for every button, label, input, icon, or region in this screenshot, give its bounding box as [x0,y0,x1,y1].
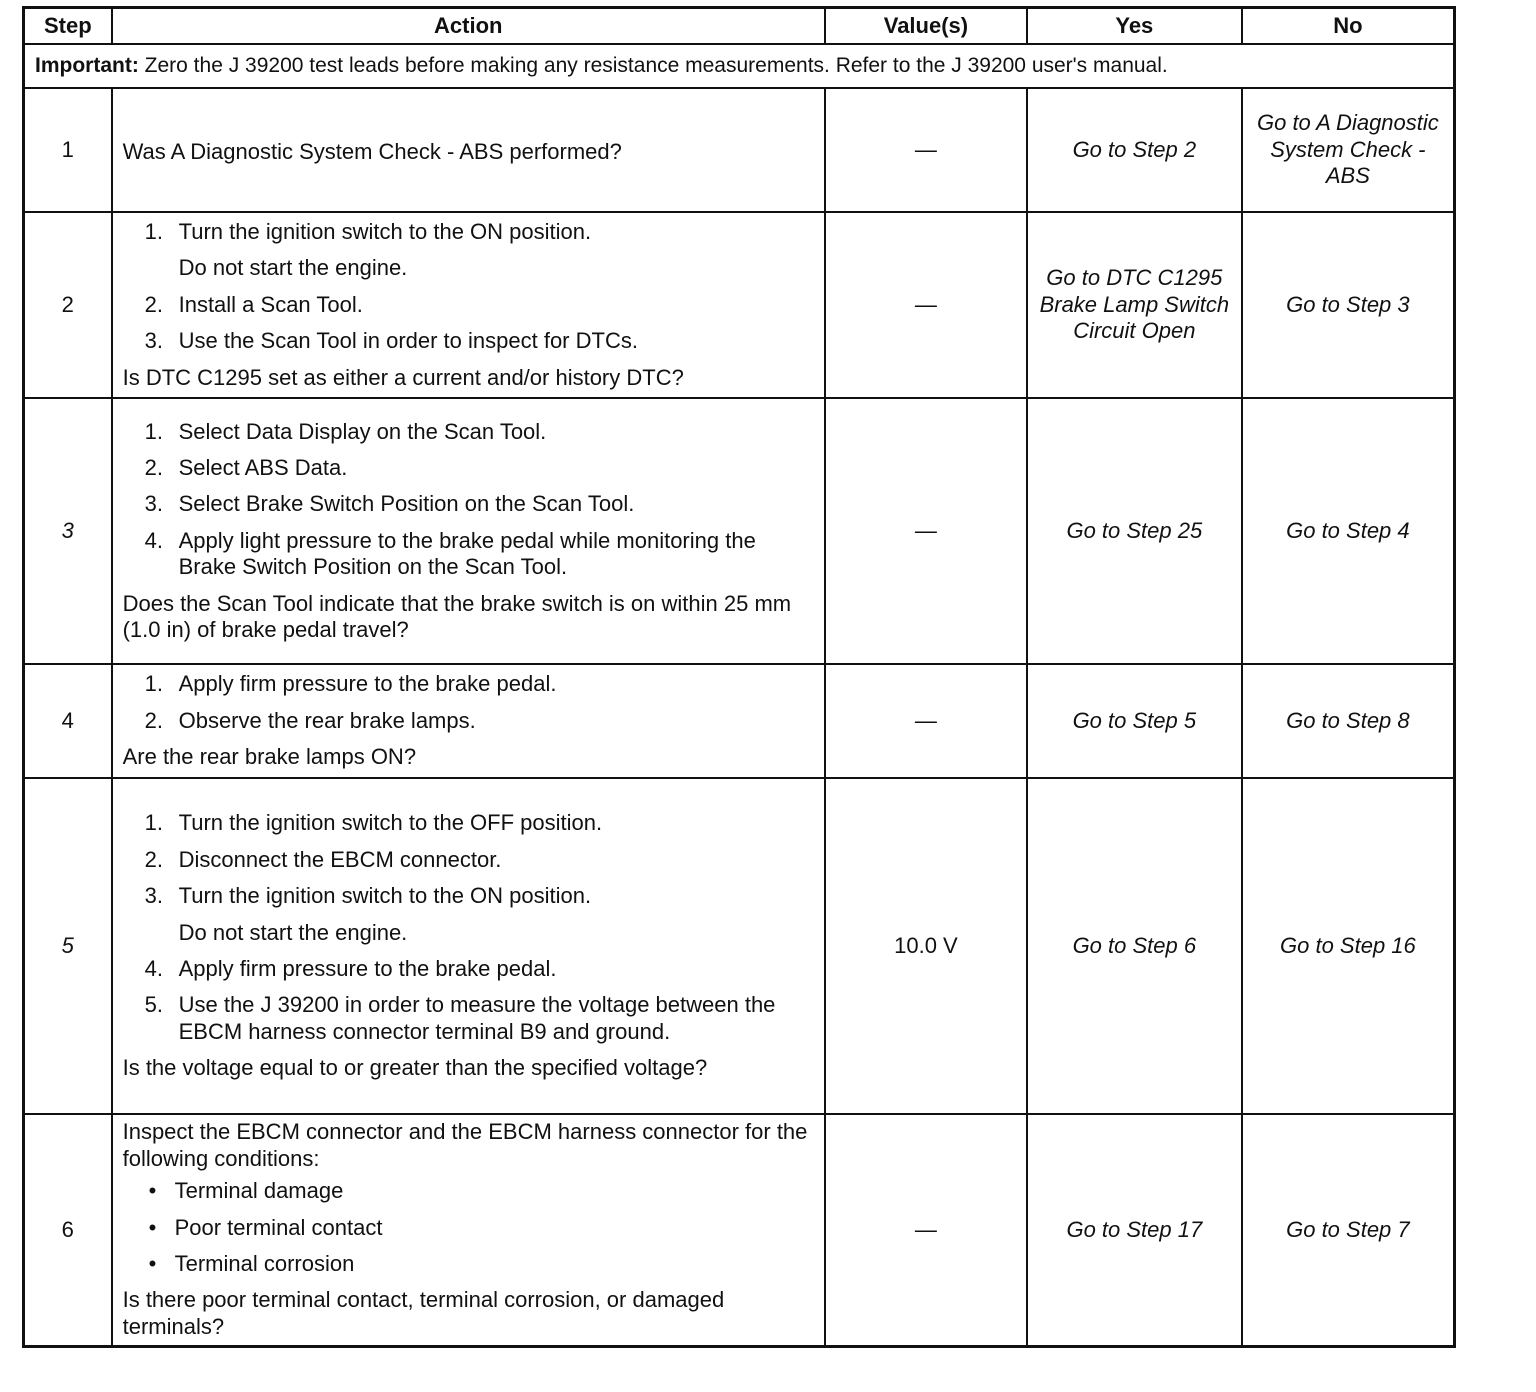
header-action: Action [112,8,825,45]
action-step-item [123,419,814,445]
header-yes: Yes [1027,8,1242,45]
value-cell: — [825,212,1027,398]
step-item-text: Turn the ignition switch to the ON position. [178,219,592,245]
action-step-item [123,292,814,318]
yes-cell: Go to Step 17 [1027,1114,1242,1346]
action-cell [112,1114,825,1346]
step-item-number: 2. [144,455,163,481]
value-cell: — [825,664,1027,778]
action-cell [112,398,825,664]
step-number: 1 [24,88,112,212]
value-cell: 10.0 V [825,778,1027,1114]
no-cell: Go to Step 16 [1242,778,1455,1114]
no-cell: Go to Step 7 [1242,1114,1455,1346]
step-item-number: 5. [144,992,163,1018]
step-item-number: 3. [144,328,163,354]
action-step-item [123,491,814,517]
action-step-item [123,455,814,481]
step-item-number: 2. [144,846,163,872]
step-item-text: Select ABS Data. [178,455,348,481]
step-item-number: 1. [144,219,163,245]
step-item-text: Select Data Display on the Scan Tool. [178,418,547,444]
important-label: Important: [35,54,139,78]
step-item-text: Turn the ignition switch to the OFF position. [178,810,603,836]
action-question: Is there poor terminal contact, terminal corrosion, or damaged terminals? [122,1287,725,1339]
action-step-item [123,528,814,581]
step-item-number: 3. [144,883,163,909]
step-item-text: Apply light pressure to the brake pedal while monitoring the Brake Switch Position on the Scan Tool. [178,527,756,580]
step-item-number: 4. [144,527,163,553]
action-steps [123,219,814,355]
step-number: 4 [24,664,112,778]
step-item-text: Select Brake Switch Position on the Scan Tool. [178,491,635,517]
value-cell: — [825,1114,1027,1346]
important-text: Zero the J 39200 test leads before making any resistance measurements. Refer to the J 39200 user's manual. [138,54,1168,78]
action-intro: Inspect the EBCM connector and the EBCM harness connector for the following conditions: [122,1119,808,1171]
step-item-note: Do not start the engine. [178,255,408,281]
step-number: 5 [24,778,112,1114]
yes-cell: Go to DTC C1295 Brake Lamp Switch Circuit Open [1027,212,1242,398]
action-step-item [123,883,814,946]
step-item-text: Apply firm pressure to the brake pedal. [178,671,557,697]
step-item-number: 2. [144,291,163,317]
condition-list [123,1178,814,1277]
value-cell: — [825,398,1027,664]
important-note [24,44,1455,88]
action-step-item [123,992,814,1045]
yes-cell: Go to Step 5 [1027,664,1242,778]
no-cell: Go to Step 4 [1242,398,1455,664]
action-question: Is the voltage equal to or greater than the specified voltage? [122,1055,708,1081]
step-item-number: 2. [144,707,163,733]
action-step-item [123,328,814,354]
condition-item: • Terminal corrosion [123,1251,814,1277]
step-number: 3 [24,398,112,664]
table-row [24,212,1455,398]
action-cell [112,664,825,778]
action-question: Does the Scan Tool indicate that the brake switch is on within 25 mm (1.0 in) of brake pedal travel? [122,590,792,642]
condition-item: • Terminal damage [123,1178,814,1204]
action-steps [123,419,814,581]
action-step-item [123,956,814,982]
action-question: Are the rear brake lamps ON? [122,744,417,770]
step-item-text: Install a Scan Tool. [178,291,363,317]
no-cell: Go to Step 8 [1242,664,1455,778]
action-steps [123,671,814,734]
step-item-number: 3. [144,491,163,517]
action-step-item [123,219,814,282]
action-step-item [123,847,814,873]
step-item-text: Use the J 39200 in order to measure the voltage between the EBCM harness connector terminal B9 and ground. [178,992,776,1044]
table-row [24,778,1455,1114]
header-step: Step [24,8,112,45]
action-cell [112,778,825,1114]
action-step-item [123,671,814,697]
action-steps [123,810,814,1045]
action-step-item [123,708,814,734]
value-cell: — [825,88,1027,212]
step-number: 6 [24,1114,112,1346]
action-question: Is DTC C1295 set as either a current and/or history DTC? [122,364,684,390]
step-item-number: 1. [144,418,163,444]
step-item-number: 4. [144,956,163,981]
step-item-text: Apply firm pressure to the brake pedal. [178,956,557,981]
step-item-number: 1. [144,671,163,697]
table-row [24,1114,1455,1346]
important-row [24,44,1455,88]
step-item-text: Disconnect the EBCM connector. [178,846,502,872]
step-number: 2 [24,212,112,398]
table-row [24,398,1455,664]
no-cell: Go to Step 3 [1242,212,1455,398]
action-question: Was A Diagnostic System Check - ABS performed? [122,138,622,164]
table-row [24,664,1455,778]
step-item-text: Use the Scan Tool in order to inspect for DTCs. [178,328,638,354]
condition-item: • Poor terminal contact [123,1215,814,1241]
header-values: Value(s) [825,8,1027,45]
no-cell: Go to A Diagnostic System Check - ABS [1242,88,1455,212]
action-cell [112,88,825,212]
action-step-item [123,810,814,836]
diagnostic-table [22,6,1456,1348]
step-item-number: 1. [144,810,163,836]
header-row [24,8,1455,45]
table-row [24,88,1455,212]
step-item-note: Do not start the engine. [178,919,408,945]
action-cell [112,212,825,398]
header-no: No [1242,8,1455,45]
yes-cell: Go to Step 6 [1027,778,1242,1114]
step-item-text: Observe the rear brake lamps. [178,707,476,733]
yes-cell: Go to Step 25 [1027,398,1242,664]
step-item-text: Turn the ignition switch to the ON position. [178,883,592,909]
yes-cell: Go to Step 2 [1027,88,1242,212]
